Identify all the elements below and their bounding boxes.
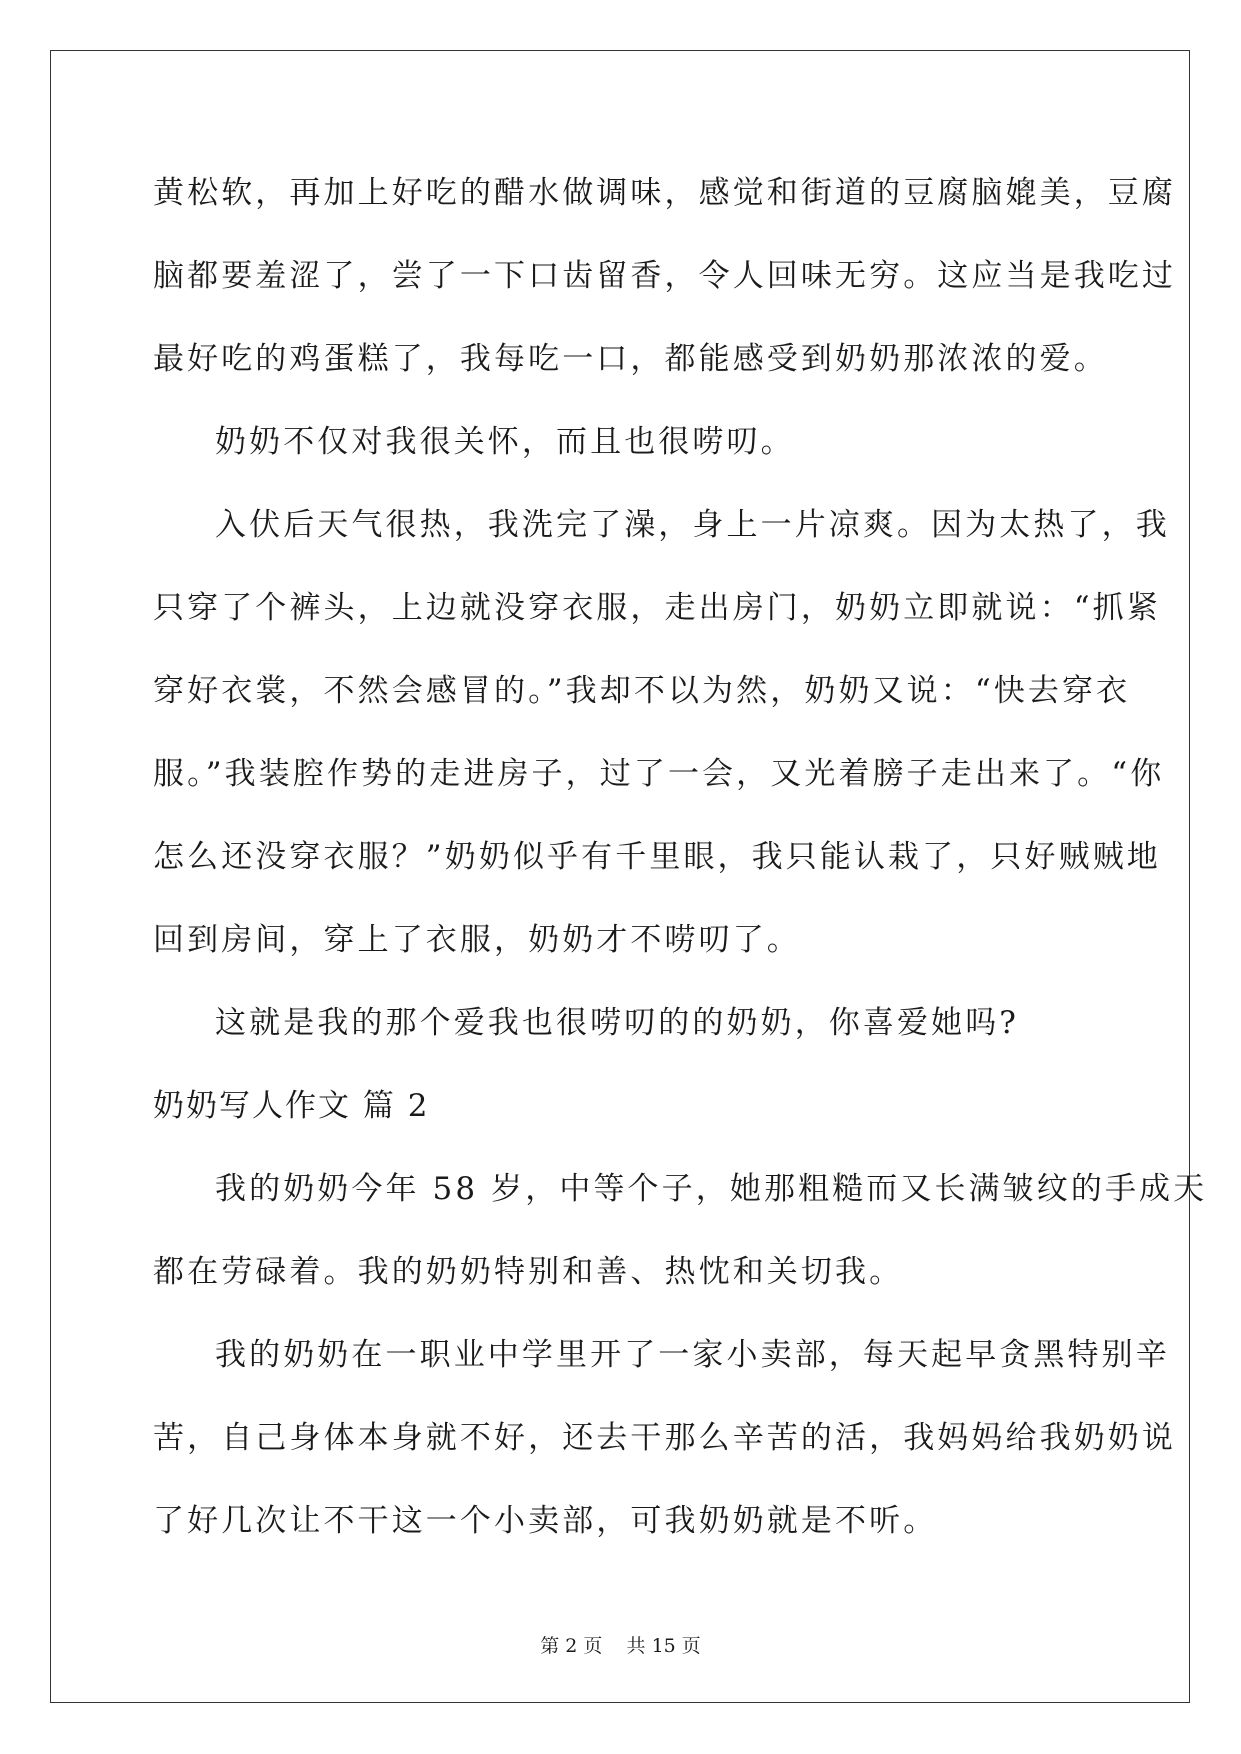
text-line: 穿好衣裳，不然会感冒的。”我却不以为然，奶奶又说：“快去穿衣 [153,673,1131,709]
text-line: 苦，自己身体本身就不好，还去干那么辛苦的活，我妈妈给我奶奶说 [153,1420,1176,1456]
text-line: 最好吃的鸡蛋糕了，我每吃一口，都能感受到奶奶那浓浓的爱。 [153,341,1108,377]
text-line: 黄松软，再加上好吃的醋水做调味，感觉和街道的豆腐脑媲美，豆腐 [153,175,1176,211]
text-line: 回到房间，穿上了衣服，奶奶才不唠叨了。 [153,922,801,958]
text-line: 都在劳碌着。我的奶奶特别和善、热忱和关切我。 [153,1254,904,1290]
text-line: 了好几次让不干这一个小卖部，可我奶奶就是不听。 [153,1503,938,1539]
document-body [153,163,1208,1574]
text-line: 只穿了个裤头，上边就没穿衣服，走出房门，奶奶立即就说：“抓紧 [153,590,1161,626]
text-line: 我的奶奶今年 58 岁，中等个子，她那粗糙而又长满皱纹的手成天 [215,1171,1208,1207]
text-line: 我的奶奶在一职业中学里开了一家小卖部，每天起早贪黑特别辛 [215,1337,1170,1373]
text-line: 入伏后天气很热，我洗完了澡，身上一片凉爽。因为太热了，我 [215,507,1170,543]
text-line: 这就是我的那个爱我也很唠叨的的奶奶，你喜爱她吗? [215,1005,1020,1041]
section-heading: 奶奶写人作文 篇 2 [153,1088,430,1124]
text-line: 奶奶不仅对我很关怀，而且也很唠叨。 [215,424,795,460]
text-line: 服。”我装腔作势的走进房子，过了一会，又光着膀子走出来了。“你 [153,756,1165,792]
text-line: 脑都要羞涩了，尝了一下口齿留香，令人回味无穷。这应当是我吃过 [153,258,1176,294]
text-line: 怎么还没穿衣服？”奶奶似乎有千里眼，我只能认栽了，只好贼贼地 [153,839,1161,875]
page-footer: 第 2 页 共 15 页 [540,1635,701,1657]
